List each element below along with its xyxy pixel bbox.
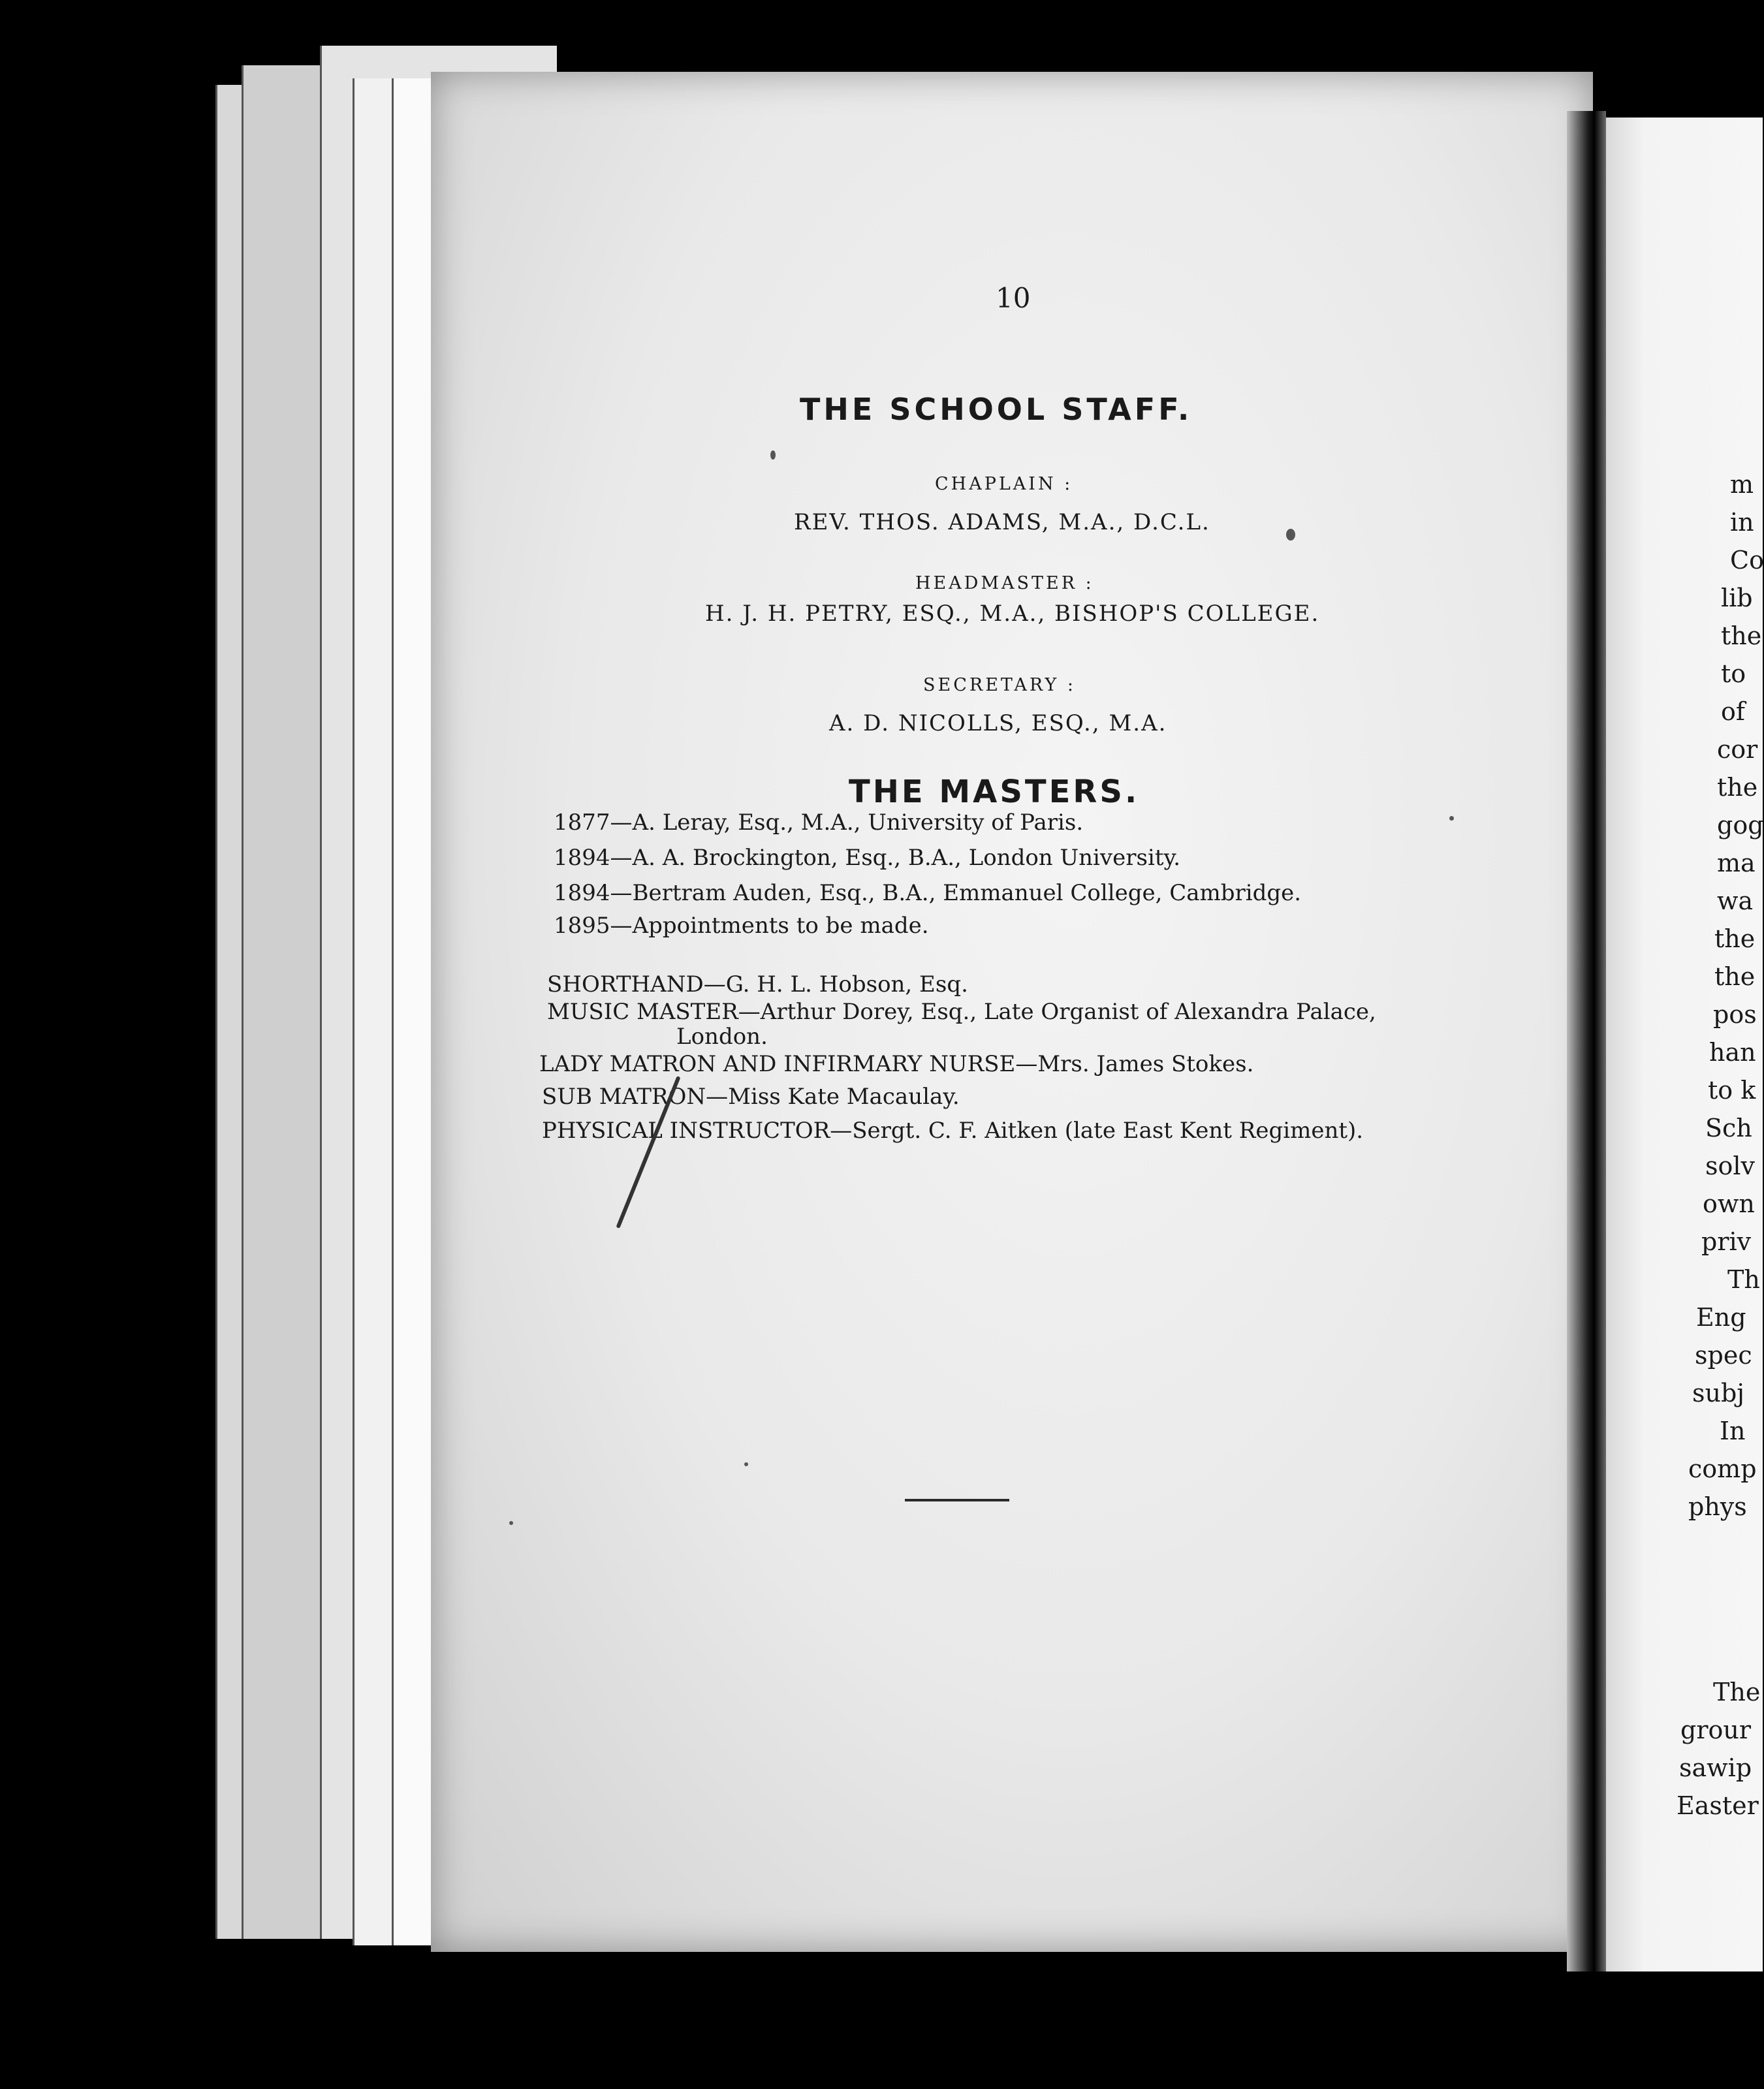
master-entry: 1894—Bertram Auden, Esq., B.A., Emmanuel College, Cambridge.: [554, 880, 1302, 906]
right-line: phys: [1688, 1492, 1747, 1521]
sub-matron-entry: SUB MATRON—Miss Kate Macaulay.: [542, 1084, 960, 1110]
secretary-name: A. D. NICOLLS, ESQ., M.A.: [829, 710, 1167, 736]
music-master-entry: MUSIC MASTER—Arthur Dorey, Esq., Late Organist of Alexandra Palace,: [547, 999, 1376, 1025]
right-line: priv: [1701, 1227, 1752, 1256]
ink-speck: [1449, 816, 1454, 821]
ink-speck: [509, 1521, 513, 1525]
master-entry: 1895—Appointments to be made.: [554, 913, 929, 939]
masters-heading: THE MASTERS.: [849, 774, 1140, 810]
right-line: Easter: [1677, 1791, 1759, 1820]
right-line: cor: [1717, 735, 1758, 764]
lady-matron-entry: LADY MATRON AND INFIRMARY NURSE—Mrs. James Stokes.: [539, 1051, 1254, 1077]
right-line: The: [1713, 1678, 1761, 1706]
right-line: ma: [1717, 849, 1756, 877]
right-line: pos: [1713, 1000, 1757, 1029]
physical-instructor-entry: PHYSICAL INSTRUCTOR—Sergt. C. F. Aitken (late East Kent Regiment).: [542, 1118, 1364, 1144]
right-line: Eng: [1696, 1303, 1746, 1332]
right-line: In: [1720, 1417, 1746, 1445]
ink-speck: [770, 450, 776, 460]
page-number: 10: [996, 282, 1031, 314]
right-line: the: [1721, 621, 1762, 650]
ink-speck: [744, 1462, 748, 1466]
right-line: of: [1721, 697, 1745, 726]
end-rule: [905, 1499, 1009, 1501]
headmaster-name: H. J. H. PETRY, ESQ., M.A., BISHOP'S COLLEGE.: [705, 601, 1320, 627]
right-line: wa: [1717, 887, 1754, 915]
right-line: Co: [1730, 546, 1764, 574]
right-line: han: [1709, 1038, 1756, 1067]
right-line: grour: [1680, 1716, 1752, 1744]
right-line: Th: [1727, 1265, 1760, 1294]
right-line: sawip: [1679, 1753, 1752, 1782]
right-line: spec: [1695, 1341, 1752, 1370]
master-entry: 1877—A. Leray, Esq., M.A., University of Paris.: [554, 809, 1084, 836]
chaplain-label: CHAPLAIN :: [935, 474, 1073, 494]
right-line: lib: [1721, 584, 1753, 612]
master-entry: 1894—A. A. Brockington, Esq., B.A., London University.: [554, 845, 1181, 871]
right-page-text-column: [1593, 470, 1764, 1547]
right-line: solv: [1705, 1152, 1755, 1180]
right-page-lower-column: [1593, 1678, 1761, 1834]
chaplain-name: REV. THOS. ADAMS, M.A., D.C.L.: [794, 509, 1210, 535]
right-line: subj: [1692, 1379, 1745, 1407]
right-line: m: [1730, 470, 1754, 499]
right-line: the: [1714, 924, 1756, 953]
right-line: comp: [1688, 1454, 1757, 1483]
right-line: to: [1721, 659, 1746, 688]
secretary-label: SECRETARY :: [923, 675, 1076, 695]
right-line: the: [1717, 773, 1758, 802]
right-line: Sch: [1705, 1114, 1752, 1142]
right-line: gog: [1717, 811, 1764, 840]
right-line: own: [1703, 1189, 1755, 1218]
right-line: in: [1730, 508, 1754, 537]
music-master-continuation: London.: [676, 1024, 768, 1050]
right-line: the: [1714, 962, 1756, 991]
shorthand-entry: SHORTHAND—G. H. L. Hobson, Esq.: [547, 971, 968, 997]
ink-speck: [1286, 529, 1295, 541]
headmaster-label: HEADMASTER :: [915, 573, 1094, 593]
right-line: to k: [1708, 1076, 1756, 1105]
school-staff-heading: THE SCHOOL STAFF.: [800, 392, 1193, 427]
